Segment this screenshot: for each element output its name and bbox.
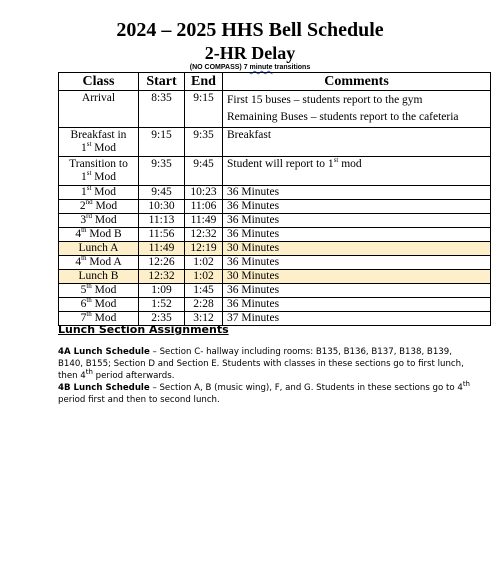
header-class: Class bbox=[59, 73, 139, 91]
ordinal-suffix: th bbox=[85, 368, 93, 377]
cell-class: Arrival bbox=[59, 91, 139, 128]
cell-start: 9:45 bbox=[139, 186, 185, 200]
table-row-lunch bbox=[59, 270, 491, 284]
table-row bbox=[59, 228, 491, 242]
class-line: Transition to bbox=[69, 158, 128, 170]
cell-comment: 36 Minutes bbox=[223, 186, 491, 200]
table-row bbox=[59, 298, 491, 312]
cell-start: 8:35 bbox=[139, 91, 185, 128]
class-line bbox=[62, 142, 135, 155]
ordinal-suffix: th bbox=[86, 282, 92, 291]
ordinal-suffix: th bbox=[81, 226, 87, 235]
comment-text: mod bbox=[338, 158, 362, 170]
cell-end: 9:35 bbox=[185, 128, 223, 157]
comment-line: First 15 buses – students report to the gym bbox=[227, 94, 423, 106]
table-row bbox=[59, 128, 491, 157]
lunch-4b-text: – Section A, B (music wing), F, and G. Students in these sections go to 4 bbox=[149, 383, 463, 393]
table-row bbox=[59, 256, 491, 270]
ordinal-suffix: st bbox=[86, 184, 92, 193]
class-suffix: Mod bbox=[91, 186, 117, 198]
document-title: 2024 – 2025 HHS Bell Schedule bbox=[116, 19, 384, 41]
table-row bbox=[59, 186, 491, 200]
ordinal-suffix: th bbox=[81, 254, 87, 263]
table-row bbox=[59, 200, 491, 214]
class-line: Breakfast in bbox=[70, 129, 127, 141]
lunch-4b-paragraph bbox=[58, 382, 478, 406]
class-suffix: Mod B bbox=[86, 228, 122, 240]
cell-class bbox=[59, 256, 139, 270]
cell-start: 11:13 bbox=[139, 214, 185, 228]
cell-comment: 30 Minutes bbox=[223, 242, 491, 256]
cell-comment: 30 Minutes bbox=[223, 270, 491, 284]
ordinal-number: 7 bbox=[80, 312, 87, 324]
ordinal-suffix: th bbox=[86, 296, 92, 305]
lunch-4b-label: 4B Lunch Schedule bbox=[58, 383, 150, 393]
class-suffix: Mod bbox=[91, 298, 117, 310]
class-suffix: Mod bbox=[91, 214, 117, 226]
cell-class bbox=[59, 157, 139, 186]
cell-end: 2:28 bbox=[185, 298, 223, 312]
cell-end: 9:15 bbox=[185, 91, 223, 128]
cell-start: 1:52 bbox=[139, 298, 185, 312]
cell-comment: 36 Minutes bbox=[223, 298, 491, 312]
comment-line: Remaining Buses – students report to the cafeteria bbox=[227, 111, 459, 123]
cell-class bbox=[59, 200, 139, 214]
header-comments: Comments bbox=[223, 73, 491, 91]
class-suffix: Mod bbox=[91, 171, 117, 183]
transition-note bbox=[0, 63, 500, 72]
cell-comment: Breakfast bbox=[223, 128, 491, 157]
ordinal-suffix: st bbox=[86, 140, 92, 149]
ordinal-number: 6 bbox=[80, 298, 87, 310]
note-part-2: transitions bbox=[272, 64, 311, 71]
ordinal-suffix: rd bbox=[86, 212, 92, 221]
cell-comment: 36 Minutes bbox=[223, 284, 491, 298]
cell-end: 11:06 bbox=[185, 200, 223, 214]
ordinal-number: 1 bbox=[80, 171, 87, 183]
cell-start: 12:26 bbox=[139, 256, 185, 270]
ordinal-number: 4 bbox=[75, 228, 82, 240]
cell-class bbox=[59, 186, 139, 200]
cell-end: 9:45 bbox=[185, 157, 223, 186]
cell-start: 10:30 bbox=[139, 200, 185, 214]
cell-start: 9:35 bbox=[139, 157, 185, 186]
note-part-1: (NO COMPASS) 7 bbox=[189, 64, 250, 71]
table-row bbox=[59, 284, 491, 298]
cell-comment bbox=[223, 157, 491, 186]
cell-end: 1:02 bbox=[185, 270, 223, 284]
class-line bbox=[62, 171, 135, 184]
cell-end: 12:32 bbox=[185, 228, 223, 242]
cell-class: Lunch B bbox=[59, 270, 139, 284]
cell-class bbox=[59, 284, 139, 298]
table-row bbox=[59, 91, 491, 128]
cell-start: 11:49 bbox=[139, 242, 185, 256]
cell-class bbox=[59, 228, 139, 242]
ordinal-suffix: st bbox=[86, 169, 92, 178]
cell-comment: 36 Minutes bbox=[223, 256, 491, 270]
cell-class bbox=[59, 214, 139, 228]
cell-start: 12:32 bbox=[139, 270, 185, 284]
ordinal-suffix: th bbox=[86, 310, 92, 319]
ordinal-suffix: st bbox=[333, 156, 339, 165]
bell-schedule-table bbox=[58, 72, 491, 326]
lunch-4b-text-end: period first and then to second lunch. bbox=[58, 395, 220, 405]
class-suffix: Mod A bbox=[86, 256, 122, 268]
lunch-4a-label: 4A Lunch Schedule bbox=[58, 347, 150, 357]
cell-class bbox=[59, 128, 139, 157]
table-row bbox=[59, 157, 491, 186]
ordinal-suffix: th bbox=[462, 380, 470, 389]
note-misspelled-word: minute bbox=[249, 64, 273, 71]
cell-end: 1:02 bbox=[185, 256, 223, 270]
ordinal-number: 5 bbox=[80, 284, 87, 296]
header-end: End bbox=[185, 73, 223, 91]
class-suffix: Mod bbox=[92, 200, 118, 212]
cell-end: 11:49 bbox=[185, 214, 223, 228]
ordinal-number: 4 bbox=[75, 256, 82, 268]
cell-start: 11:56 bbox=[139, 228, 185, 242]
lunch-4a-text-end: period afterwards. bbox=[92, 371, 175, 381]
cell-end: 10:23 bbox=[185, 186, 223, 200]
cell-class: Lunch A bbox=[59, 242, 139, 256]
class-suffix: Mod bbox=[91, 142, 117, 154]
cell-end: 12:19 bbox=[185, 242, 223, 256]
cell-end: 3:12 bbox=[185, 312, 223, 326]
ordinal-number: 3 bbox=[80, 214, 87, 226]
lunch-4a-paragraph bbox=[58, 346, 478, 382]
table-header-row bbox=[59, 73, 491, 91]
cell-start: 1:09 bbox=[139, 284, 185, 298]
ordinal-number: 1 bbox=[80, 142, 87, 154]
class-suffix: Mod bbox=[91, 312, 117, 324]
lunch-section bbox=[58, 323, 478, 406]
cell-end: 1:45 bbox=[185, 284, 223, 298]
cell-class bbox=[59, 298, 139, 312]
ordinal-number: 1 bbox=[80, 186, 87, 198]
header-start: Start bbox=[139, 73, 185, 91]
cell-comment bbox=[223, 91, 491, 128]
lunch-4a-text: – Section C- hallway including rooms: B135, B136, B137, B138, B139, B140, B155; Section D and Section E. Students with classes in these sections go to first lunch, then 4 bbox=[58, 347, 464, 381]
table-row bbox=[59, 214, 491, 228]
class-suffix: Mod bbox=[91, 284, 117, 296]
cell-comment: 36 Minutes bbox=[223, 228, 491, 242]
cell-comment: 37 Minutes bbox=[223, 312, 491, 326]
ordinal-suffix: nd bbox=[85, 198, 93, 207]
comment-text: Student will report to 1 bbox=[227, 158, 334, 170]
cell-start: 9:15 bbox=[139, 128, 185, 157]
cell-start: 2:35 bbox=[139, 312, 185, 326]
document-subtitle: 2-HR Delay bbox=[204, 43, 296, 63]
cell-comment: 36 Minutes bbox=[223, 214, 491, 228]
ordinal-number: 2 bbox=[79, 200, 86, 212]
cell-comment: 36 Minutes bbox=[223, 200, 491, 214]
table-row-lunch bbox=[59, 242, 491, 256]
lunch-section-heading: Lunch Section Assignments bbox=[58, 323, 229, 336]
